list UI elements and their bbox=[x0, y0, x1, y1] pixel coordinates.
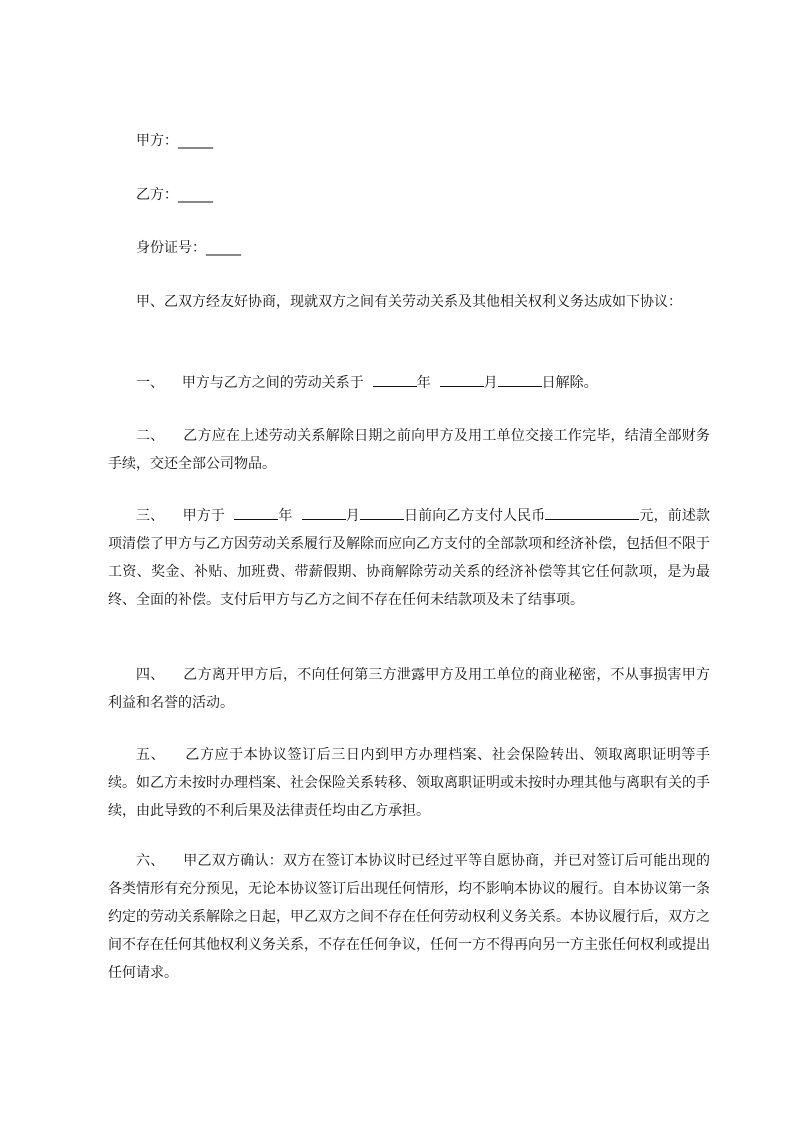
clause-1-month: 月 bbox=[483, 375, 498, 391]
clause-3-text-after: 前述款项清偿了甲方与乙方因劳动关系履行及解除而应向乙方支付的全部款项和经济补偿，包括但不限于工资、奖金、补贴、加班费、带薪假期、协商解除劳动关系的经济补偿等其它任何款项，是为最终、全面的补偿。支付后甲方与乙方之间不存在任何未结款项及未了结事项。 bbox=[108, 508, 711, 608]
party-a-field bbox=[136, 127, 213, 155]
clause-3-month-blank bbox=[302, 501, 346, 520]
clause-3 bbox=[108, 501, 710, 614]
party-b-label: 乙方： bbox=[136, 187, 178, 203]
clause-1-day-blank bbox=[498, 368, 542, 387]
id-number-blank: _____ bbox=[206, 240, 241, 256]
clause-5 bbox=[108, 741, 710, 825]
clause-6 bbox=[108, 847, 710, 987]
clause-3-amount-blank bbox=[545, 501, 639, 520]
clause-3-text-before: 甲方于 bbox=[182, 508, 226, 524]
party-b-field bbox=[136, 181, 213, 209]
clause-1-number: 一、 bbox=[136, 375, 164, 391]
clause-4-number: 四、 bbox=[136, 667, 165, 683]
clause-3-year-blank bbox=[234, 501, 278, 520]
clause-1-year-blank bbox=[373, 368, 417, 387]
party-b-blank: _____ bbox=[178, 187, 213, 203]
clause-4 bbox=[108, 661, 710, 717]
clause-6-number: 六、 bbox=[136, 853, 165, 869]
clause-1 bbox=[136, 368, 736, 397]
id-number-field bbox=[136, 234, 241, 262]
clause-3-number: 三、 bbox=[136, 508, 165, 524]
clause-5-number: 五、 bbox=[136, 747, 166, 763]
party-a-blank: _____ bbox=[178, 133, 213, 149]
clause-1-day-end: 日解除。 bbox=[541, 375, 598, 391]
intro-paragraph: 甲、乙双方经友好协商，现就双方之间有关劳动关系及其他相关权利义务达成如下协议： bbox=[136, 294, 682, 310]
party-a-label: 甲方： bbox=[136, 133, 178, 149]
clause-3-yuan: 元， bbox=[639, 508, 668, 524]
clause-3-year: 年 bbox=[278, 508, 293, 524]
clause-3-month: 月 bbox=[345, 508, 360, 524]
clause-2 bbox=[108, 422, 710, 478]
clause-1-text: 甲方与乙方之间的劳动关系于 bbox=[181, 375, 364, 391]
clause-1-month-blank bbox=[440, 368, 484, 387]
clause-3-day-mid: 日前向乙方支付人民币 bbox=[403, 508, 546, 524]
clause-1-year: 年 bbox=[416, 375, 431, 391]
clause-2-text: 乙方应在上述劳动关系解除日期之前向甲方及用工单位交接工作完毕，结清全部财务手续，交还全部公司物品。 bbox=[108, 428, 711, 472]
id-number-label: 身份证号： bbox=[136, 240, 206, 256]
clause-6-text: 甲乙双方确认：双方在签订本协议时已经过平等自愿协商，并已对签订后可能出现的各类情形有充分预见，无论本协议签订后出现任何情形，均不影响本协议的履行。自本协议第一条约定的劳动关系解除之日起，甲乙双方之间不存在任何劳动权利义务关系。本协议履行后，双方之间不存在任何其他权利义务关系，不存在任何争议，任何一方不得再向另一方主张任何权利或提出任何请求。 bbox=[108, 853, 711, 981]
clause-3-day-blank bbox=[360, 501, 404, 520]
clause-5-text: 乙方应于本协议签订后三日内到甲方办理档案、社会保险转出、领取离职证明等手续。如乙方未按时办理档案、社会保险关系转移、领取离职证明或未按时办理其他与离职有关的手续，由此导致的不利后果及法律责任均由乙方承担。 bbox=[108, 747, 711, 819]
clause-2-number: 二、 bbox=[136, 428, 165, 444]
clause-4-text: 乙方离开甲方后，不向任何第三方泄露甲方及用工单位的商业秘密，不从事损害甲方利益和名誉的活动。 bbox=[108, 667, 711, 711]
